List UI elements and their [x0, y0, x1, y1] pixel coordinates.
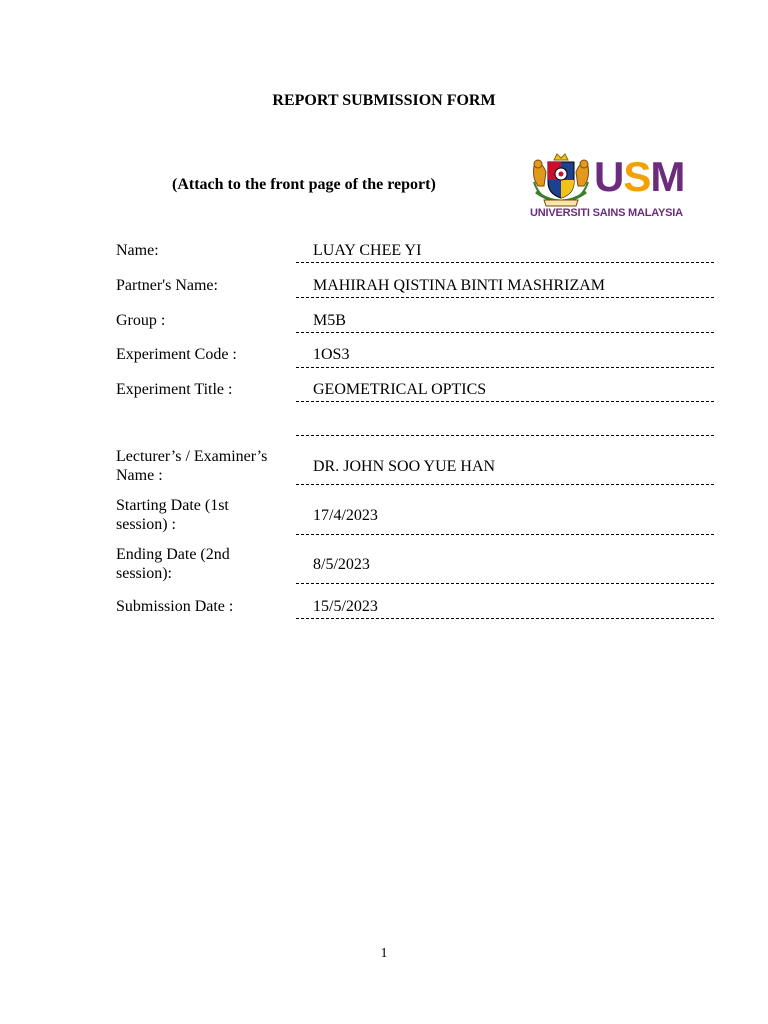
usm-acronym [594, 153, 685, 200]
dashed-underline [296, 332, 714, 333]
field-value: 15/5/2023 [313, 598, 378, 615]
dashed-underline [296, 534, 714, 535]
field-label-line1: Lecturer’s / Examiner’s [116, 448, 268, 465]
field-label: Group : [116, 312, 166, 329]
logo-letter-s: S [623, 153, 651, 200]
field-label: Experiment Code : [116, 346, 237, 363]
university-crest-icon [530, 152, 592, 208]
field-label: Partner's Name: [116, 277, 218, 294]
field-label: Submission Date : [116, 598, 234, 615]
dashed-underline [296, 297, 714, 298]
dashed-underline [296, 583, 714, 584]
field-value: 8/5/2023 [313, 556, 370, 573]
dashed-underline [296, 367, 714, 368]
field-value: LUAY CHEE YI [313, 242, 422, 259]
field-value: MAHIRAH QISTINA BINTI MASHRIZAM [313, 277, 605, 294]
field-label-line1: Starting Date (1st [116, 497, 229, 514]
field-label-line2: session): [116, 565, 172, 582]
field-value: GEOMETRICAL OPTICS [313, 381, 487, 398]
university-name: UNIVERSITI SAINS MALAYSIA [530, 207, 683, 219]
field-label-line1: Ending Date (2nd [116, 546, 230, 563]
dashed-underline [296, 484, 714, 485]
logo-letter-m: M [650, 153, 685, 200]
usm-logo [530, 150, 690, 224]
logo-letter-u: U [594, 153, 624, 200]
dashed-underline [296, 401, 714, 402]
field-label: Name: [116, 242, 159, 259]
dashed-underline [296, 262, 714, 263]
field-value: M5B [313, 312, 346, 329]
field-label-line2: Name : [116, 467, 163, 484]
field-label-line2: session) : [116, 516, 176, 533]
field-value: 17/4/2023 [313, 507, 378, 524]
field-value: 1OS3 [313, 346, 350, 363]
form-title: REPORT SUBMISSION FORM [272, 92, 496, 109]
page-number: 1 [380, 946, 388, 961]
form-subtitle: (Attach to the front page of the report) [172, 176, 436, 193]
dashed-underline-extra [296, 435, 714, 436]
dashed-underline [296, 618, 714, 619]
field-value: DR. JOHN SOO YUE HAN [313, 458, 496, 475]
field-label: Experiment Title : [116, 381, 233, 398]
